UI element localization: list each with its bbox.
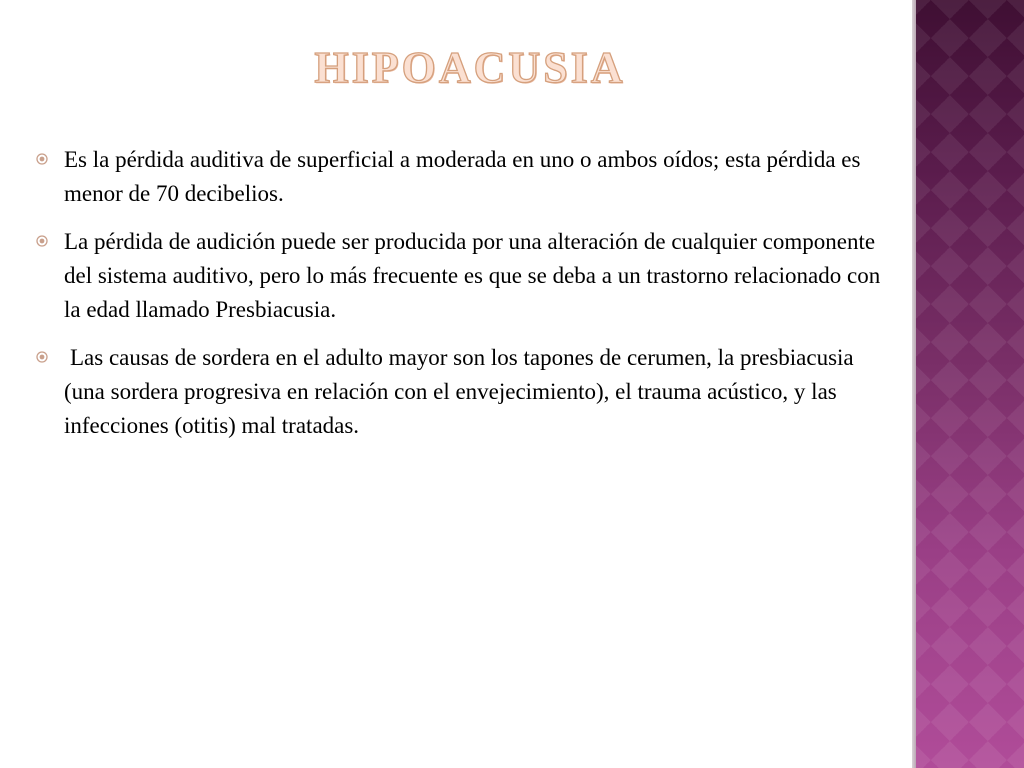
bullet-text: Las causas de sordera en el adulto mayor son los tapones de cerumen, la presbiacusia (una sordera progresiva en relación con el envejecimiento), el trauma acústico, y las infecciones (otitis) mal tratadas.	[64, 345, 854, 438]
circled-dot-bullet-icon	[36, 153, 48, 165]
circled-dot-bullet-icon	[36, 351, 48, 363]
circled-dot-bullet-icon	[36, 235, 48, 247]
bullet-text: La pérdida de audición puede ser producida por una alteración de cualquier componente del sistema auditivo, pero lo más frecuente es que se deba a un trastorno relacionado con la edad llamado Presbiacusia.	[64, 229, 881, 322]
bullet-list	[34, 143, 884, 457]
slide-title: HIPOACUSIA	[314, 43, 626, 92]
decorative-side-band	[912, 0, 1024, 768]
bullet-item	[34, 225, 884, 327]
bullet-item	[34, 341, 884, 443]
bullet-item	[34, 143, 884, 211]
side-band-edge	[912, 0, 916, 768]
bullet-text: Es la pérdida auditiva de superficial a moderada en uno o ambos oídos; esta pérdida es menor de 70 decibelios.	[64, 147, 861, 206]
